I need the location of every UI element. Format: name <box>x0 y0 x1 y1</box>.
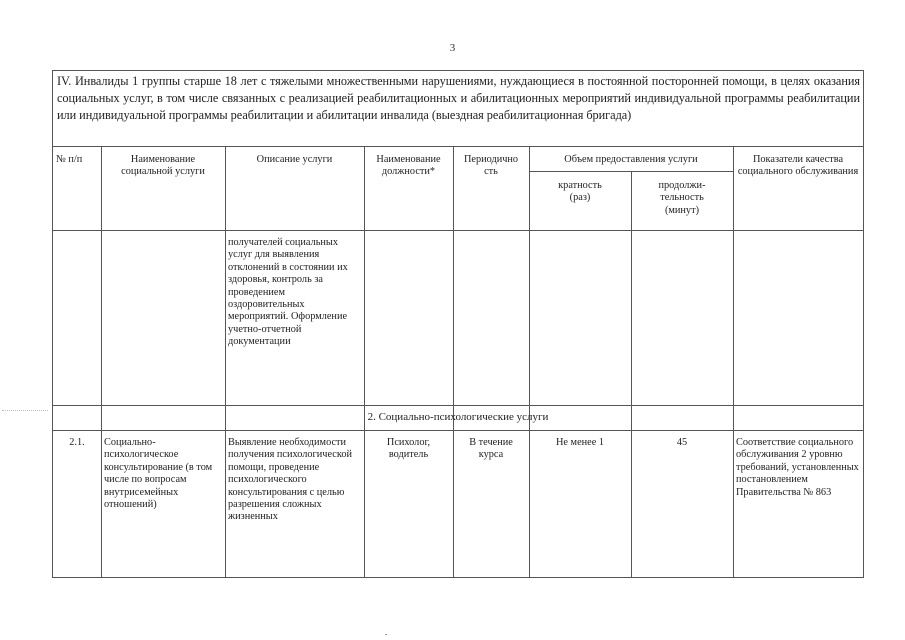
col-divider <box>529 147 530 577</box>
header-quality: Показатели качества социального обслуживания <box>737 154 859 178</box>
row-divider <box>53 405 863 406</box>
scan-speck <box>385 634 387 635</box>
col-divider <box>453 147 454 577</box>
row-position: Психолог, водитель <box>386 437 431 461</box>
row-divider <box>529 171 733 172</box>
row-divider <box>53 430 863 431</box>
header-num: № п/п <box>56 154 83 165</box>
row-multiplicity: Не менее 1 <box>555 437 605 448</box>
services-table <box>52 70 864 578</box>
header-position: Наименование должности* <box>376 154 441 178</box>
col-divider <box>364 147 365 577</box>
header-multiplicity: кратность (раз) <box>558 180 602 204</box>
continuation-description: получателей социальных услуг для выявления отклонений в состоянии их здоровья, контроль за проведением оздоровительных мероприятий. Оформление учетно-отчетной документации <box>228 237 348 348</box>
row-num: 2.1. <box>69 437 85 448</box>
header-description: Описание услуги <box>256 154 333 165</box>
row-periodicity: В течение курса <box>469 437 513 461</box>
header-periodicity: Периодично сть <box>463 154 519 178</box>
section-title: IV. Инвалиды 1 группы старше 18 лет с тяжелыми множественными нарушениями, нуждающиеся в постоянной посторонней помощи, в целях оказания социальных услуг, в том числе связанных с реализацией реабилитационных и абилитационных мероприятий индивидуальной программы реабилитации или индивидуальной программы реабилитации и абилитации инвалида (выездная реабилитационная бригада) <box>53 71 863 147</box>
header-duration: продолжи-тельность (минут) <box>658 180 706 216</box>
scan-margin-mark <box>2 410 48 411</box>
col-divider <box>631 171 632 577</box>
header-service-name: Наименование социальной услуги <box>121 154 205 178</box>
page-number: 3 <box>449 42 456 54</box>
row-duration: 45 <box>676 437 688 448</box>
col-divider <box>101 147 102 577</box>
row-description: Выявление необходимости получения психологической помощи, проведение психологического консультирования с целью разрешения сложных жизненных <box>228 437 352 523</box>
row-divider <box>53 230 863 231</box>
col-divider <box>733 147 734 577</box>
subsection-title: 2. Социально-психологические услуги <box>367 411 549 423</box>
row-quality: Соответствие социального обслуживания 2 уровню требований, установленных постановлением Правительства № 863 <box>736 437 859 498</box>
header-volume: Объем предоставления услуги <box>564 154 698 165</box>
row-service-name: Социально-психологическое консультирование (в том числе по вопросам внутрисемейных отношений) <box>104 437 213 511</box>
